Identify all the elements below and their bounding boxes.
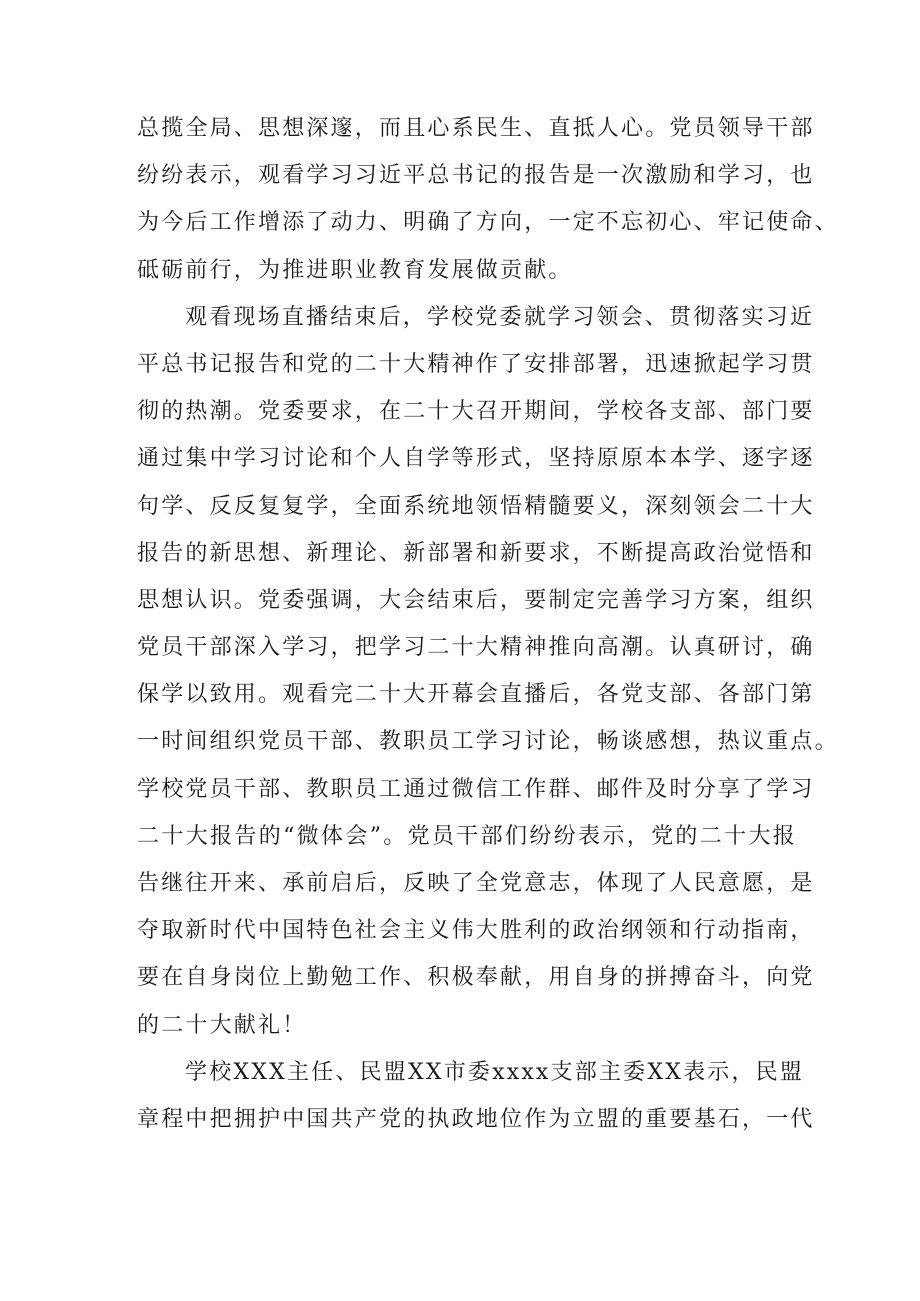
text-line: 平总书记报告和党的二十大精神作了安排部署，迅速掀起学习贯 <box>137 351 815 377</box>
text-line: 章程中把拥护中国共产党的执政地位作为立盟的重要基石，一代 <box>137 1106 815 1132</box>
text-line: 一时间组织党员干部、教职员工学习讨论，畅谈感想，热议重点。 <box>137 729 839 755</box>
text-line: 党员干部深入学习，把学习二十大精神推向高潮。认真研讨，确 <box>137 635 815 661</box>
paragraph-first-line: 观看现场直播结束后，学校党委就学习领会、贯彻落实习近 <box>185 304 815 330</box>
body-text <box>137 105 839 1143</box>
text-line: 二十大报告的“微体会”。党员干部们纷纷表示，党的二十大报 <box>137 823 797 849</box>
text-line: 夺取新时代中国特色社会主义伟大胜利的政治纲领和行动指南， <box>137 918 815 944</box>
text-line: 通过集中学习讨论和个人自学等形式，坚持原原本本学、逐字逐 <box>137 446 815 472</box>
text-line: 的二十大献礼！ <box>137 1012 307 1038</box>
text-line: 砥砺前行，为推进职业教育发展做贡献。 <box>137 257 573 283</box>
text-line: 思想认识。党委强调，大会结束后，要制定完善学习方案，组织 <box>137 587 815 613</box>
text-line: 句学、反反复复学，全面系统地领悟精髓要义，深刻领会二十大 <box>137 493 815 519</box>
text-line: 学校党员干部、教职员工通过微信工作群、邮件及时分享了学习 <box>137 776 815 802</box>
text-line: 保学以致用。观看完二十大开幕会直播后，各党支部、各部门第 <box>137 682 815 708</box>
text-line: 要在自身岗位上勤勉工作、积极奉献，用自身的拼搏奋斗，向党 <box>137 965 815 991</box>
paragraph-first-line: 学校XXX主任、民盟XX市委xxxx支部主委XX表示，民盟 <box>185 1059 805 1085</box>
text-line: 纷纷表示，观看学习习近平总书记的报告是一次激励和学习，也 <box>137 163 815 189</box>
text-line: 报告的新思想、新理论、新部署和新要求，不断提高政治觉悟和 <box>137 540 815 566</box>
text-line: 彻的热潮。党委要求，在二十大召开期间，学校各支部、部门要 <box>137 399 815 425</box>
text-line: 告继往开来、承前启后，反映了全党意志，体现了人民意愿，是 <box>137 871 815 896</box>
text-line: 为今后工作增添了动力、明确了方向，一定不忘初心、牢记使命、 <box>137 210 839 236</box>
text-line: 总揽全局、思想深邃，而且心系民生、直抵人心。党员领导干部 <box>137 116 815 141</box>
